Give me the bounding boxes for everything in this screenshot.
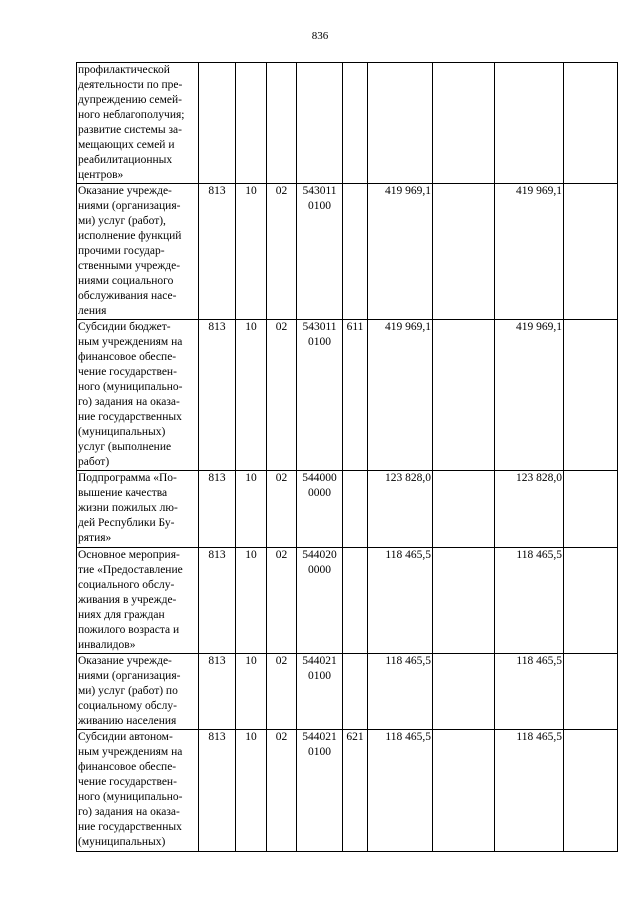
amount-cell-1-text: 419 969,1 bbox=[385, 321, 431, 333]
target-article-cell bbox=[297, 320, 343, 471]
target-article-part: 544000 bbox=[302, 472, 337, 484]
item-name-line: Субсидии автоном- bbox=[78, 731, 173, 743]
target-article-cell bbox=[297, 184, 343, 320]
budget-table bbox=[76, 62, 618, 852]
item-name-line: социальному обслу- bbox=[78, 700, 177, 712]
expense-type-cell bbox=[343, 654, 368, 730]
table-row bbox=[77, 548, 618, 654]
amount-cell-3 bbox=[495, 184, 564, 320]
amount-cell-1-text: 118 465,5 bbox=[385, 549, 431, 561]
item-name-line: дупреждению семей- bbox=[78, 94, 182, 106]
amount-cell-3-text: 419 969,1 bbox=[516, 321, 562, 333]
item-name-cell bbox=[77, 548, 199, 654]
item-name-line: ниями (организация- bbox=[78, 200, 181, 212]
item-name-line: живания в учрежде- bbox=[78, 594, 177, 606]
target-article-cell bbox=[297, 654, 343, 730]
target-article-part: 543011 bbox=[302, 321, 337, 333]
item-name-line: (муниципальных) bbox=[78, 836, 166, 848]
item-name-line: тие «Предоставление bbox=[78, 564, 183, 576]
target-article-part: 0000 bbox=[308, 487, 331, 499]
grbs-cell-text: 813 bbox=[208, 472, 226, 484]
amount-cell-2 bbox=[433, 471, 495, 548]
expense-type-cell bbox=[343, 471, 368, 548]
amount-cell-1 bbox=[368, 730, 433, 852]
amount-cell-4 bbox=[564, 654, 618, 730]
amount-cell-3-text: 123 828,0 bbox=[516, 472, 562, 484]
expense-type-cell bbox=[343, 548, 368, 654]
subsection-cell bbox=[267, 63, 297, 184]
section-cell bbox=[236, 63, 267, 184]
grbs-cell bbox=[199, 184, 236, 320]
item-name-line: ления bbox=[78, 305, 107, 317]
item-name-line: профилактической bbox=[78, 64, 170, 76]
item-name-line: деятельности по пре- bbox=[78, 79, 183, 91]
expense-type-cell bbox=[343, 63, 368, 184]
item-name-line: финансовое обеспе- bbox=[78, 351, 177, 363]
item-name-line: Субсидии бюджет- bbox=[78, 321, 171, 333]
section-cell-text: 10 bbox=[245, 321, 257, 333]
amount-cell-1 bbox=[368, 471, 433, 548]
amount-cell-1 bbox=[368, 548, 433, 654]
amount-cell-4 bbox=[564, 471, 618, 548]
amount-cell-3 bbox=[495, 471, 564, 548]
amount-cell-3 bbox=[495, 654, 564, 730]
amount-cell-4 bbox=[564, 548, 618, 654]
item-name-line: Основное мероприя- bbox=[78, 549, 180, 561]
item-name-line: Оказание учрежде- bbox=[78, 185, 172, 197]
expense-type-cell-text: 621 bbox=[346, 731, 364, 743]
section-cell bbox=[236, 320, 267, 471]
section-cell bbox=[236, 184, 267, 320]
subsection-cell bbox=[267, 548, 297, 654]
table-row bbox=[77, 63, 618, 184]
subsection-cell-text: 02 bbox=[275, 321, 288, 333]
target-article-part: 544021 bbox=[302, 731, 337, 743]
amount-cell-1-text: 118 465,5 bbox=[385, 731, 431, 743]
item-name-line: ного (муниципально- bbox=[78, 791, 183, 803]
expense-type-cell-text: 611 bbox=[346, 321, 364, 333]
amount-cell-2 bbox=[433, 730, 495, 852]
target-article-part: 0100 bbox=[308, 200, 331, 212]
target-article-part: 544020 bbox=[302, 549, 337, 561]
amount-cell-3-text: 419 969,1 bbox=[516, 185, 562, 197]
amount-cell-3-text: 118 465,5 bbox=[516, 549, 562, 561]
item-name-line: ние государственных bbox=[78, 821, 182, 833]
target-article-cell bbox=[297, 548, 343, 654]
section-cell bbox=[236, 654, 267, 730]
target-article-cell bbox=[297, 63, 343, 184]
table-row bbox=[77, 471, 618, 548]
subsection-cell bbox=[267, 654, 297, 730]
grbs-cell bbox=[199, 320, 236, 471]
section-cell bbox=[236, 471, 267, 548]
item-name-line: го) задания на оказа- bbox=[78, 396, 180, 408]
item-name-line: социального обслу- bbox=[78, 579, 175, 591]
table-row bbox=[77, 184, 618, 320]
target-article-part: 543011 bbox=[302, 185, 337, 197]
item-name-line: ми) услуг (работ) по bbox=[78, 685, 178, 697]
item-name-line: развитие системы за- bbox=[78, 124, 182, 136]
page-number: 836 bbox=[311, 30, 329, 42]
item-name-line: финансовое обеспе- bbox=[78, 761, 177, 773]
item-name-line: исполнение функций bbox=[78, 230, 182, 242]
item-name-line: мещающих семей и bbox=[78, 139, 175, 151]
item-name-line: реабилитационных bbox=[78, 154, 173, 166]
subsection-cell bbox=[267, 471, 297, 548]
table-row bbox=[77, 654, 618, 730]
item-name-line: Подпрограмма «По- bbox=[78, 472, 177, 484]
grbs-cell-text: 813 bbox=[208, 549, 226, 561]
amount-cell-4 bbox=[564, 320, 618, 471]
grbs-cell bbox=[199, 654, 236, 730]
item-name-line: живанию населения bbox=[78, 715, 177, 727]
item-name-line: жизни пожилых лю- bbox=[78, 502, 178, 514]
amount-cell-2 bbox=[433, 548, 495, 654]
item-name-cell bbox=[77, 320, 199, 471]
amount-cell-1 bbox=[368, 654, 433, 730]
amount-cell-2 bbox=[433, 320, 495, 471]
amount-cell-2 bbox=[433, 63, 495, 184]
amount-cell-3-text: 118 465,5 bbox=[516, 731, 562, 743]
amount-cell-1 bbox=[368, 184, 433, 320]
item-name-cell bbox=[77, 730, 199, 852]
grbs-cell-text: 813 bbox=[208, 321, 226, 333]
target-article-part: 0100 bbox=[308, 746, 331, 758]
item-name-line: ниях для граждан bbox=[78, 609, 165, 621]
item-name-line: обслуживания насе- bbox=[78, 290, 177, 302]
subsection-cell-text: 02 bbox=[275, 472, 288, 484]
grbs-cell bbox=[199, 548, 236, 654]
target-article-part: 0000 bbox=[308, 564, 331, 576]
table-row bbox=[77, 730, 618, 852]
item-name-line: го) задания на оказа- bbox=[78, 806, 180, 818]
target-article-part: 544021 bbox=[302, 655, 337, 667]
target-article-cell bbox=[297, 471, 343, 548]
amount-cell-3 bbox=[495, 548, 564, 654]
subsection-cell-text: 02 bbox=[275, 731, 288, 743]
amount-cell-2 bbox=[433, 184, 495, 320]
expense-type-cell bbox=[343, 320, 368, 471]
item-name-line: пожилого возраста и bbox=[78, 624, 180, 636]
target-article-part: 0100 bbox=[308, 336, 331, 348]
expense-type-cell bbox=[343, 184, 368, 320]
item-name-line: ного (муниципально- bbox=[78, 381, 183, 393]
grbs-cell-text: 813 bbox=[208, 655, 226, 667]
amount-cell-1-text: 118 465,5 bbox=[385, 655, 431, 667]
amount-cell-3 bbox=[495, 730, 564, 852]
item-name-line: рятия» bbox=[78, 532, 112, 544]
section-cell-text: 10 bbox=[245, 655, 257, 667]
item-name-cell bbox=[77, 654, 199, 730]
section-cell bbox=[236, 730, 267, 852]
amount-cell-1-text: 419 969,1 bbox=[385, 185, 431, 197]
amount-cell-2 bbox=[433, 654, 495, 730]
section-cell-text: 10 bbox=[245, 185, 257, 197]
expense-type-cell bbox=[343, 730, 368, 852]
item-name-line: чение государствен- bbox=[78, 366, 177, 378]
subsection-cell-text: 02 bbox=[275, 655, 288, 667]
amount-cell-1-text: 123 828,0 bbox=[385, 472, 431, 484]
table-row bbox=[77, 320, 618, 471]
amount-cell-4 bbox=[564, 730, 618, 852]
item-name-line: дей Республики Бу- bbox=[78, 517, 175, 529]
item-name-line: (муниципальных) bbox=[78, 426, 166, 438]
subsection-cell bbox=[267, 320, 297, 471]
item-name-line: центров» bbox=[78, 169, 124, 181]
subsection-cell-text: 02 bbox=[275, 549, 288, 561]
amount-cell-3 bbox=[495, 320, 564, 471]
amount-cell-3 bbox=[495, 63, 564, 184]
item-name-line: работ) bbox=[78, 456, 110, 468]
item-name-line: прочими государ- bbox=[78, 245, 165, 257]
amount-cell-4 bbox=[564, 184, 618, 320]
section-cell-text: 10 bbox=[245, 549, 257, 561]
section-cell bbox=[236, 548, 267, 654]
target-article-part: 0100 bbox=[308, 670, 331, 682]
item-name-line: Оказание учрежде- bbox=[78, 655, 172, 667]
grbs-cell bbox=[199, 730, 236, 852]
amount-cell-1 bbox=[368, 320, 433, 471]
item-name-line: ным учреждениям на bbox=[78, 746, 183, 758]
amount-cell-4 bbox=[564, 63, 618, 184]
grbs-cell-text: 813 bbox=[208, 185, 226, 197]
item-name-line: ного неблагополучия; bbox=[78, 109, 185, 121]
item-name-line: ственными учрежде- bbox=[78, 260, 181, 272]
item-name-line: услуг (выполнение bbox=[78, 441, 172, 453]
section-cell-text: 10 bbox=[245, 731, 257, 743]
grbs-cell bbox=[199, 63, 236, 184]
item-name-line: инвалидов» bbox=[78, 639, 136, 651]
amount-cell-3-text: 118 465,5 bbox=[516, 655, 562, 667]
item-name-line: чение государствен- bbox=[78, 776, 177, 788]
item-name-line: ным учреждениям на bbox=[78, 336, 183, 348]
subsection-cell-text: 02 bbox=[275, 185, 288, 197]
target-article-cell bbox=[297, 730, 343, 852]
amount-cell-1 bbox=[368, 63, 433, 184]
item-name-cell bbox=[77, 63, 199, 184]
item-name-cell bbox=[77, 471, 199, 548]
grbs-cell bbox=[199, 471, 236, 548]
section-cell-text: 10 bbox=[245, 472, 257, 484]
item-name-line: ниями (организация- bbox=[78, 670, 181, 682]
item-name-line: ми) услуг (работ), bbox=[78, 215, 166, 227]
item-name-cell bbox=[77, 184, 199, 320]
item-name-line: вышение качества bbox=[78, 487, 168, 499]
item-name-line: ние государственных bbox=[78, 411, 182, 423]
subsection-cell bbox=[267, 184, 297, 320]
item-name-line: ниями социального bbox=[78, 275, 174, 287]
subsection-cell bbox=[267, 730, 297, 852]
grbs-cell-text: 813 bbox=[208, 731, 226, 743]
